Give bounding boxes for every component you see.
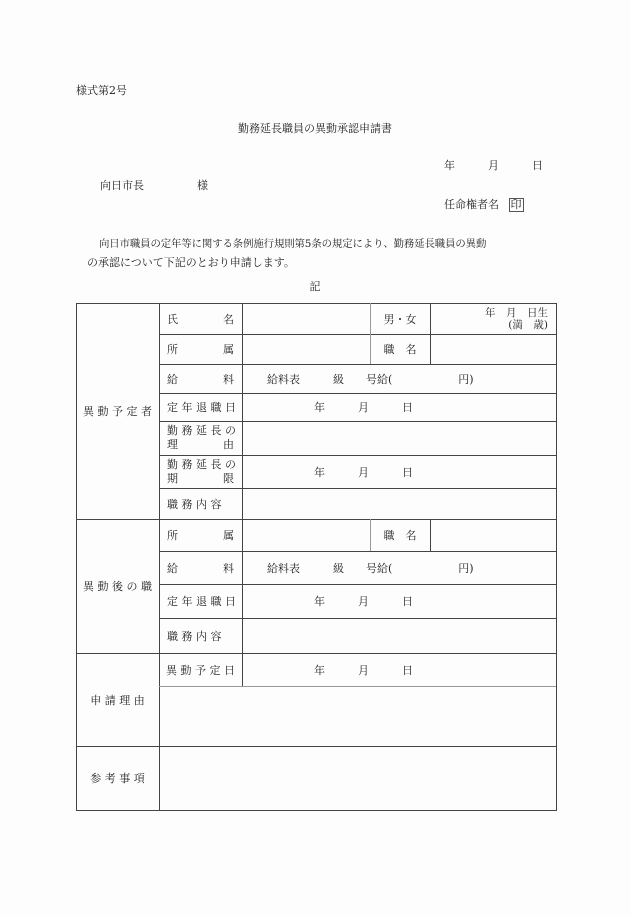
extension-reason-field[interactable] bbox=[242, 421, 556, 455]
label-extension-period bbox=[159, 455, 242, 488]
appointer-label: 任命権者名 bbox=[444, 198, 499, 211]
after-dept-field[interactable] bbox=[242, 519, 370, 551]
label-name-b: 名 bbox=[223, 312, 234, 326]
label-job-title: 職 名 bbox=[383, 343, 417, 356]
reason-field[interactable] bbox=[159, 686, 556, 746]
after-duties-field[interactable] bbox=[242, 618, 556, 653]
label-extension-reason bbox=[159, 421, 242, 455]
addressee bbox=[100, 179, 208, 193]
notes-field[interactable] bbox=[159, 746, 556, 810]
table-border bbox=[556, 303, 557, 810]
document-title: 勤務延長職員の異動承認申請書 bbox=[238, 122, 392, 135]
retire-date-field[interactable]: 年 月 日 bbox=[314, 401, 413, 414]
label-after-retire-date: 定 年 退 職 日 bbox=[167, 595, 236, 608]
label-retire-date: 定 年 退 職 日 bbox=[167, 401, 236, 414]
form-number: 様式第2号 bbox=[76, 84, 127, 97]
label-after-duties: 職 務 内 容 bbox=[167, 629, 222, 643]
age-line: (満 歳) bbox=[508, 319, 548, 331]
label-transfer-date: 異 動 予 定 日 bbox=[166, 663, 235, 677]
body-line-2: の承認について下記のとおり申請します。 bbox=[87, 256, 295, 269]
extension-period-field[interactable]: 年 月 日 bbox=[314, 465, 413, 479]
label-after-salary-b: 料 bbox=[223, 561, 234, 575]
name-field[interactable] bbox=[242, 303, 370, 334]
salary-field[interactable]: 給料表 級 号給( 円) bbox=[267, 372, 474, 386]
after-salary-field[interactable]: 給料表 級 号給( 円) bbox=[267, 561, 474, 575]
label-ext-period-l1: 勤 務 延 長 の bbox=[167, 457, 236, 471]
transfer-date-field[interactable]: 年 月 日 bbox=[314, 663, 413, 677]
label-ext-period-b: 限 bbox=[223, 471, 234, 485]
label-salary-b: 料 bbox=[223, 372, 234, 386]
label-after-dept bbox=[159, 519, 242, 551]
body-line-1: 向日市職員の定年等に関する条例施行規則第5条の規定により、勤務延長職員の異動 bbox=[99, 238, 487, 250]
application-table bbox=[76, 303, 556, 810]
date-day: 日 bbox=[532, 159, 543, 172]
addressee-suffix: 様 bbox=[197, 179, 208, 192]
label-after-dept-a: 所 bbox=[167, 529, 178, 542]
dept-field[interactable] bbox=[242, 334, 370, 364]
label-dept bbox=[159, 334, 242, 364]
application-date bbox=[444, 159, 543, 173]
label-name bbox=[159, 303, 242, 334]
addressee-name: 向日市長 bbox=[100, 179, 144, 192]
label-salary bbox=[159, 364, 242, 393]
gender-select[interactable]: 男・女 bbox=[383, 312, 417, 326]
label-name-a: 氏 bbox=[167, 312, 178, 326]
section-label-current: 異 動 予 定 者 bbox=[83, 405, 152, 418]
ki-heading: 記 bbox=[309, 280, 321, 293]
seal-mark: 印 bbox=[510, 198, 522, 211]
job-title-field[interactable] bbox=[430, 334, 556, 364]
duties-field[interactable] bbox=[242, 488, 556, 519]
section-label-notes: 参 考 事 項 bbox=[90, 772, 145, 785]
label-dept-a: 所 bbox=[167, 343, 178, 356]
section-label-reason: 申 請 理 由 bbox=[90, 693, 145, 707]
birth-date-field[interactable] bbox=[430, 304, 556, 334]
label-salary-a: 給 bbox=[167, 372, 178, 386]
birth-date-line: 年 月 日生 bbox=[485, 307, 548, 319]
appointer bbox=[444, 198, 524, 212]
after-retire-date-field[interactable]: 年 月 日 bbox=[314, 595, 413, 608]
label-after-job-title: 職 名 bbox=[383, 529, 417, 542]
label-after-salary-a: 給 bbox=[167, 561, 178, 575]
section-label-after: 異 動 後 の 職 bbox=[83, 580, 152, 593]
label-ext-reason-l1: 勤 務 延 長 の bbox=[167, 424, 236, 437]
label-after-dept-b: 属 bbox=[223, 529, 234, 542]
after-job-title-field[interactable] bbox=[430, 519, 556, 551]
date-month: 月 bbox=[488, 159, 499, 172]
date-year: 年 bbox=[444, 159, 455, 172]
label-ext-period-a: 期 bbox=[167, 471, 178, 485]
table-border bbox=[76, 810, 557, 811]
label-dept-b: 属 bbox=[223, 343, 234, 356]
label-ext-reason-a: 理 bbox=[167, 438, 178, 451]
label-after-salary bbox=[159, 551, 242, 584]
label-ext-reason-b: 由 bbox=[223, 438, 234, 451]
label-duties: 職 務 内 容 bbox=[167, 497, 222, 511]
